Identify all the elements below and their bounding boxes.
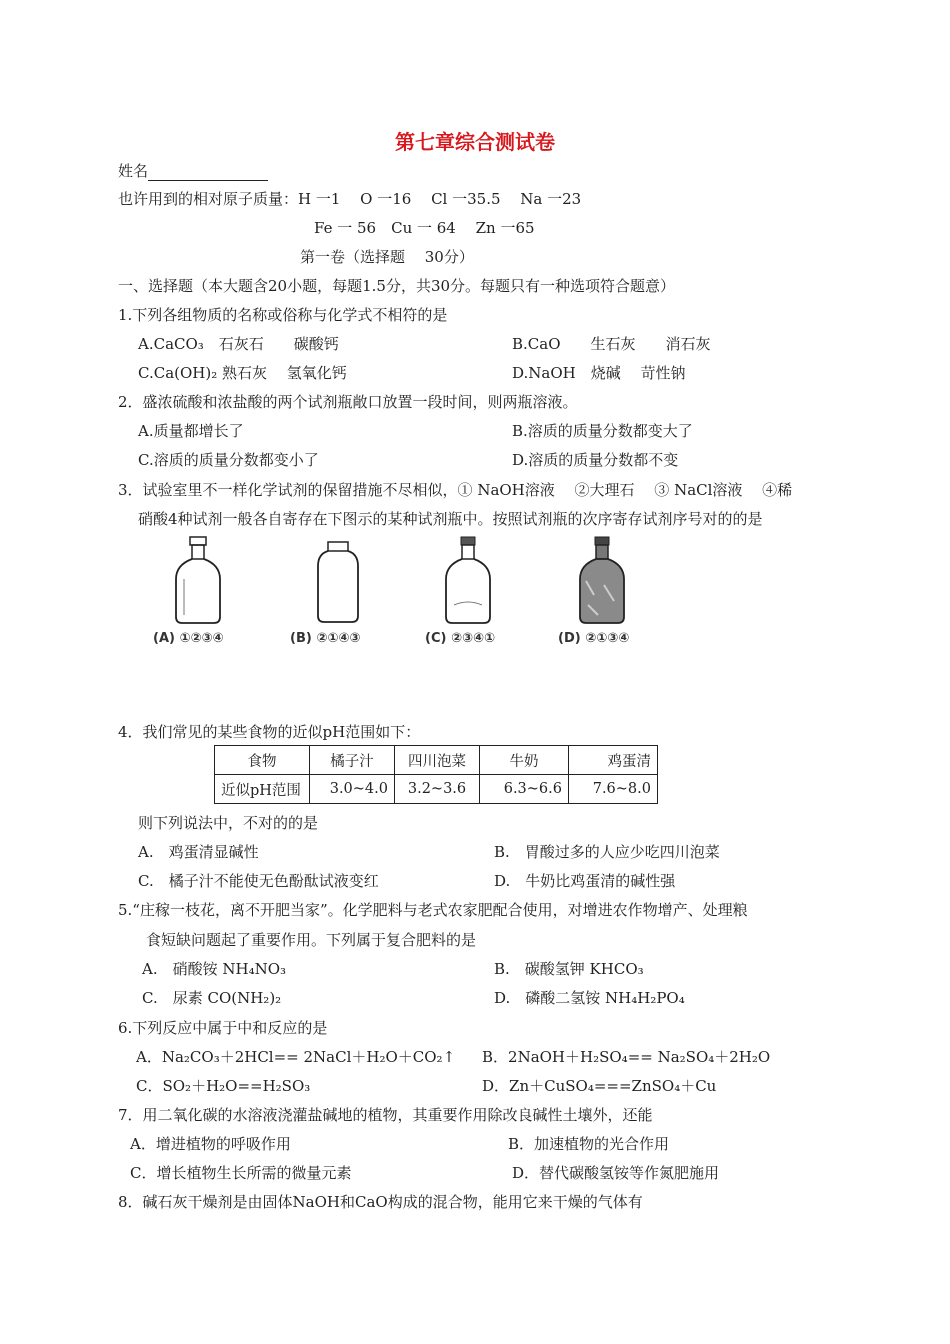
q6-stem: 6.下列反应中属于中和反应的是 bbox=[118, 1019, 328, 1037]
q4-prompt: 则下列说法中，不对的的是 bbox=[138, 814, 319, 832]
q7-stem: 7．用二氧化碳的水溶液浇灌盐碱地的植物，其重要作用除改良碱性土壤外，还能 bbox=[118, 1106, 653, 1124]
table-cell: 食物 bbox=[215, 746, 310, 775]
q2-option-a: A.质量都增长了 bbox=[138, 422, 244, 440]
part-heading: 一、选择题（本大题含20小题，每题1.5分，共30分。每题只有一种选项符合题意） bbox=[118, 277, 676, 295]
table-row bbox=[215, 775, 658, 804]
q6-option-c: C．SO₂＋H₂O==H₂SO₃ bbox=[136, 1077, 311, 1095]
table-cell: 3.2~3.6 bbox=[395, 775, 480, 804]
q1-option-d: D.NaOH 烧碱 苛性钠 bbox=[512, 364, 686, 382]
table-cell: 牛奶 bbox=[480, 746, 569, 775]
q1-stem: 1.下列各组物质的名称或俗称与化学式不相符的是 bbox=[118, 306, 448, 324]
name-field bbox=[118, 160, 268, 181]
bottle-clear-stoppered-icon bbox=[440, 535, 496, 625]
q7-option-d: D．替代碳酸氢铵等作氮肥施用 bbox=[512, 1164, 720, 1182]
atomic-mass-line-1: 也许用到的相对原子质量：H 一1 O 一16 Cl 一35.5 Na 一23 bbox=[118, 190, 582, 208]
name-label: 姓名 bbox=[118, 162, 149, 180]
q2-option-c: C.溶质的质量分数都变小了 bbox=[138, 451, 319, 469]
bottle-brown-icon bbox=[574, 535, 630, 625]
page-title: 第七章综合测试卷 bbox=[395, 130, 555, 154]
ph-table bbox=[214, 745, 658, 804]
q4-option-b: B. 胃酸过多的人应少吃四川泡菜 bbox=[494, 843, 720, 861]
q4-option-c: C. 橘子汁不能使无色酚酞试液变红 bbox=[138, 872, 379, 890]
q1-option-c: C.Ca(OH)₂ 熟石灰 氢氧化钙 bbox=[138, 364, 347, 382]
q2-option-b: B.溶质的质量分数都变大了 bbox=[512, 422, 693, 440]
q7-option-c: C．增长植物生长所需的微量元素 bbox=[130, 1164, 352, 1182]
table-cell: 近似pH范围 bbox=[215, 775, 310, 804]
q2-option-d: D.溶质的质量分数都不变 bbox=[512, 451, 679, 469]
bottle-wide-mouth-icon bbox=[310, 540, 366, 625]
q1-option-b: B.CaO 生石灰 消石灰 bbox=[512, 335, 711, 353]
table-row bbox=[215, 746, 658, 775]
q6-option-a: A．Na₂CO₃＋2HCl== 2NaCl＋H₂O＋CO₂↑ bbox=[136, 1048, 456, 1066]
q3-caption-c: (C) ②③④① bbox=[425, 631, 495, 646]
table-cell: 四川泡菜 bbox=[395, 746, 480, 775]
section-header: 第一卷（选择题 30分） bbox=[300, 248, 474, 266]
q3-caption-d: (D) ②①③④ bbox=[558, 631, 630, 646]
q4-option-a: A. 鸡蛋清显碱性 bbox=[138, 843, 259, 861]
q8-stem: 8．碱石灰干燥剂是由固体NaOH和CaO构成的混合物，能用它来干燥的气体有 bbox=[118, 1193, 643, 1211]
q6-option-d: D．Zn＋CuSO₄===ZnSO₄＋Cu bbox=[482, 1077, 717, 1095]
atomic-mass-line-2: Fe 一 56 Cu 一 64 Zn 一65 bbox=[314, 219, 535, 237]
q4-stem: 4．我们常见的某些食物的近似pH范围如下： bbox=[118, 723, 421, 741]
q7-option-b: B．加速植物的光合作用 bbox=[508, 1135, 670, 1153]
table-cell: 鸡蛋清 bbox=[569, 746, 658, 775]
q5-option-b: B. 碳酸氢钾 KHCO₃ bbox=[494, 960, 644, 978]
table-cell: 3.0~4.0 bbox=[310, 775, 395, 804]
q5-option-d: D. 磷酸二氢铵 NH₄H₂PO₄ bbox=[494, 989, 685, 1007]
q6-option-b: B．2NaOH＋H₂SO₄== Na₂SO₄＋2H₂O bbox=[482, 1048, 771, 1066]
q5-option-a: A. 硝酸铵 NH₄NO₃ bbox=[142, 960, 287, 978]
q3-caption-b: (B) ②①④③ bbox=[290, 631, 361, 646]
q5-option-c: C. 尿素 CO(NH₂)₂ bbox=[142, 989, 282, 1007]
q5-stem-line-2: 食短缺问题起了重要作用。下列属于复合肥料的是 bbox=[146, 931, 477, 949]
q3-caption-a: (A) ①②③④ bbox=[153, 631, 224, 646]
table-cell: 6.3~6.6 bbox=[480, 775, 569, 804]
q2-stem: 2．盛浓硫酸和浓盐酸的两个试剂瓶敞口放置一段时间，则两瓶溶液。 bbox=[118, 393, 578, 411]
q3-stem-line-2: 硝酸4种试剂一般各自寄存在下图示的某种试剂瓶中。按照试剂瓶的次序寄存试剂序号对的的是 bbox=[138, 510, 763, 528]
table-cell: 橘子汁 bbox=[310, 746, 395, 775]
name-blank bbox=[148, 166, 268, 181]
q5-stem-line-1: 5.“庄稼一枝花，离不开肥当家”。化学肥料与老式农家肥配合使用，对增进农作物增产、处理粮 bbox=[118, 901, 748, 919]
q1-option-a: A.CaCO₃ 石灰石 碳酸钙 bbox=[138, 335, 339, 353]
bottle-narrow-mouth-icon bbox=[170, 535, 226, 625]
q3-stem-line-1: 3．试验室里不一样化学试剂的保留措施不尽相似，① NaOH溶液 ②大理石 ③ NaCl溶液 ④稀 bbox=[118, 481, 793, 499]
q7-option-a: A．增进植物的呼吸作用 bbox=[130, 1135, 291, 1153]
q4-option-d: D. 牛奶比鸡蛋清的碱性强 bbox=[494, 872, 676, 890]
table-cell: 7.6~8.0 bbox=[569, 775, 658, 804]
